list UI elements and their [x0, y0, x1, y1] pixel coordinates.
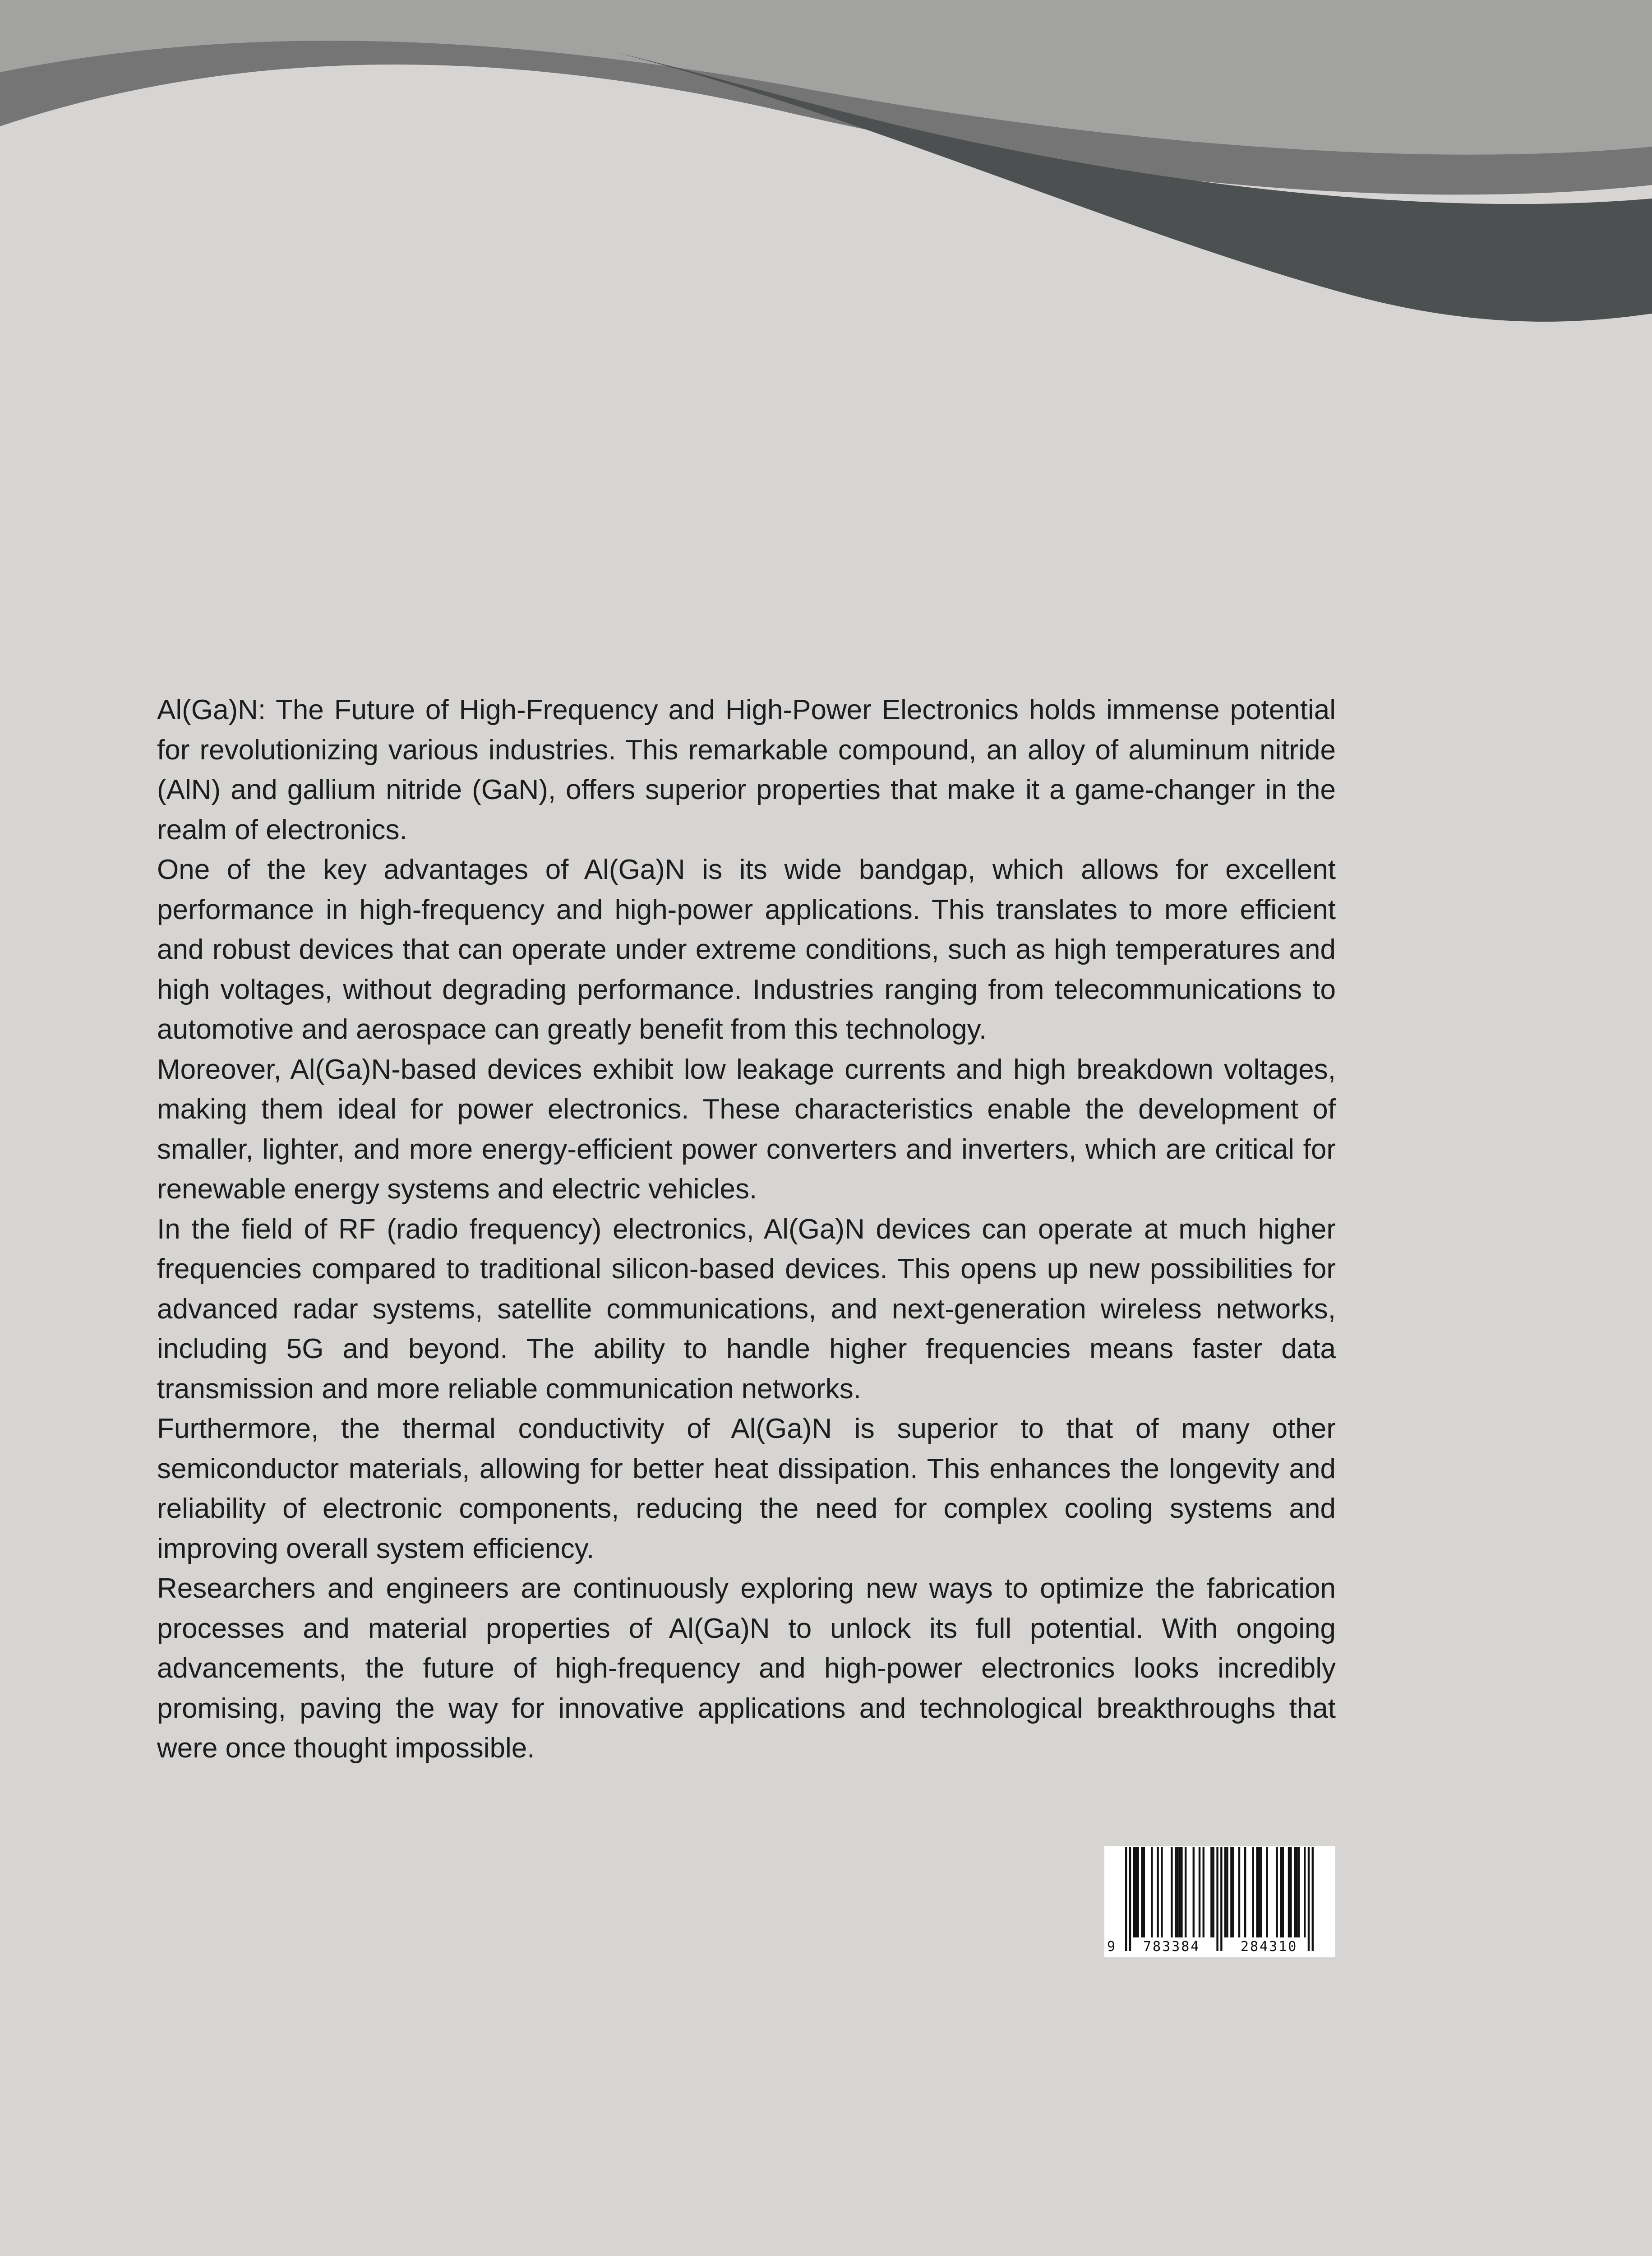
- barcode-bar: [1161, 1847, 1163, 1937]
- barcode-bar: [1137, 1847, 1139, 1937]
- barcode-bar: [1199, 1847, 1200, 1937]
- barcode-digits-right: 284310: [1241, 1939, 1298, 1955]
- barcode-guard-bar: [1216, 1847, 1218, 1951]
- barcode-bar: [1298, 1847, 1300, 1937]
- barcode-guard-bar: [1312, 1847, 1314, 1951]
- barcode-bar: [1213, 1847, 1214, 1937]
- barcode-bar: [1175, 1847, 1177, 1937]
- barcode-digit-first: 9: [1107, 1939, 1117, 1955]
- barcode-bar: [1193, 1847, 1195, 1937]
- barcode-bar: [1276, 1847, 1278, 1937]
- barcode-bar: [1290, 1847, 1292, 1937]
- barcode-bar: [1280, 1847, 1282, 1937]
- barcode-bar: [1304, 1847, 1306, 1937]
- blurb-paragraph: One of the key advantages of Al(Ga)N is its wide bandgap, which allows for excellent performance in high-frequency and high-power applications. This translates to more efficient and robust devices that can operate under extreme conditions, such as high temperatures and high voltages, without degrading performance. Industries ranging from telecommunications to automotive and aerospace can greatly benefit from this technology.: [157, 854, 1336, 1045]
- barcode-bar: [1135, 1847, 1137, 1937]
- blurb-paragraph: Furthermore, the thermal conductivity of Al(Ga)N is superior to that of many other semiconductor materials, allowing for better heat dissipation. This enhances the longevity and reliability of electronic components, reducing the need for complex cooling systems and improving overall system efficiency.: [157, 1413, 1336, 1564]
- barcode-bar: [1266, 1847, 1268, 1937]
- barcode-bar: [1179, 1847, 1181, 1937]
- barcode-bar: [1260, 1847, 1262, 1937]
- barcode-bar: [1151, 1847, 1153, 1937]
- wave-light-band: [0, 0, 1652, 155]
- decorative-wave-header: [0, 0, 1652, 325]
- barcode-guard-bar: [1125, 1847, 1127, 1951]
- barcode-bar: [1232, 1847, 1234, 1937]
- barcode-bar: [1181, 1847, 1182, 1937]
- barcode-bar: [1288, 1847, 1290, 1937]
- barcode-bar: [1210, 1847, 1212, 1937]
- barcode-bar: [1143, 1847, 1145, 1937]
- barcode-bar: [1226, 1847, 1228, 1937]
- barcode-bar: [1252, 1847, 1254, 1937]
- blurb-paragraph: Moreover, Al(Ga)N-based devices exhibit low leakage currents and high breakdown voltages, making them ideal for power electronics. These characteristics enable the development of smaller, lighter, and more energy-efficient power converters and inverters, which are critical for renewable energy systems and electric vehicles.: [157, 1054, 1336, 1205]
- barcode-guard-bar: [1220, 1847, 1222, 1951]
- barcode-digits-left: 783384: [1143, 1939, 1200, 1955]
- barcode-bars: [1104, 1846, 1335, 1957]
- barcode-bar: [1282, 1847, 1284, 1937]
- barcode-guard-bar: [1308, 1847, 1310, 1951]
- back-cover-blurb: [157, 690, 1336, 1769]
- barcode-bar: [1256, 1847, 1258, 1937]
- barcode-bar: [1294, 1847, 1296, 1937]
- barcode-bar: [1185, 1847, 1186, 1937]
- blurb-paragraph: Researchers and engineers are continuously exploring new ways to optimize the fabrication processes and material properties of Al(Ga)N to unlock its full potential. With ongoing advancements, the future of high-frequency and high-power electronics looks incredibly promising, paving the way for innovative applications and technological breakthroughs that were once thought impossible.: [157, 1573, 1336, 1764]
- barcode-bar: [1157, 1847, 1158, 1937]
- blurb-paragraph: In the field of RF (radio frequency) electronics, Al(Ga)N devices can operate at much higher frequencies compared to traditional silicon-based devices. This opens up new possibilities for advanced radar systems, satellite communications, and next-generation wireless networks, including 5G and beyond. The ability to handle higher frequencies means faster data transmission and more reliable communication networks.: [157, 1213, 1336, 1405]
- blurb-paragraph: Al(Ga)N: The Future of High-Frequency and High-Power Electronics holds immense potential for revolutionizing various industries. This remarkable compound, an alloy of aluminum nitride (AlN) and gallium nitride (GaN), offers superior properties that make it a game-changer in the realm of electronics.: [157, 694, 1336, 846]
- barcode-bar: [1171, 1847, 1172, 1937]
- barcode-bar: [1177, 1847, 1178, 1937]
- barcode-bar: [1244, 1847, 1246, 1937]
- barcode-bar: [1224, 1847, 1226, 1937]
- barcode-guard-bar: [1129, 1847, 1131, 1951]
- isbn-barcode: [1104, 1846, 1335, 1957]
- barcode-bar: [1203, 1847, 1204, 1937]
- barcode-bar: [1296, 1847, 1297, 1937]
- barcode-bar: [1141, 1847, 1143, 1937]
- barcode-bar: [1230, 1847, 1232, 1937]
- barcode-bar: [1238, 1847, 1240, 1937]
- barcode-bar: [1258, 1847, 1260, 1937]
- barcode-bar: [1133, 1847, 1135, 1937]
